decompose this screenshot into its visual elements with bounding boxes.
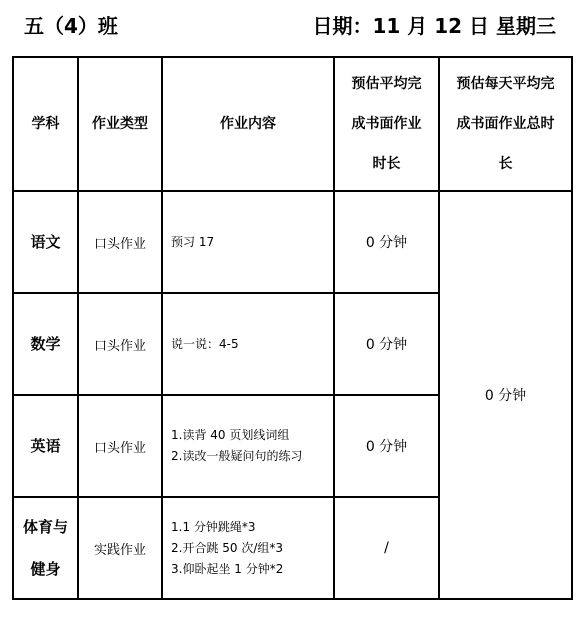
- header-avg-time: [334, 57, 439, 191]
- header-avg-time-line: 成书面作业: [351, 116, 422, 132]
- time-cell: 0 分钟: [334, 293, 439, 395]
- header-avg-time-line: 预估平均完: [351, 76, 422, 92]
- subject-cell: [13, 293, 78, 395]
- content-cell: [162, 191, 334, 293]
- content-cell: [162, 395, 334, 497]
- header-type: 作业类型: [78, 57, 162, 191]
- content-line: 3.仰卧起坐 1 分钟*2: [171, 561, 284, 576]
- type-cell: 实践作业: [78, 497, 162, 599]
- subject-label: 体育与: [22, 518, 68, 536]
- header-subject: 学科: [13, 57, 78, 191]
- class-title: 五（4）班: [24, 14, 118, 38]
- time-cell: /: [334, 497, 439, 599]
- content-cell: [162, 497, 334, 599]
- header-daily-total-line: 成书面作业总时: [456, 116, 555, 132]
- date-weekday: 日期：11 月 12 日 星期三: [312, 14, 556, 38]
- homework-table: [12, 56, 573, 600]
- subject-label: 语文: [30, 233, 61, 251]
- subject-label: 英语: [30, 437, 61, 455]
- subject-cell: [13, 395, 78, 497]
- header-daily-total-line: 长: [498, 156, 513, 172]
- header-daily-total: [439, 57, 572, 191]
- table-row: [13, 191, 572, 293]
- subject-cell: [13, 497, 78, 599]
- content-line: 2.开合跳 50 次/组*3: [171, 540, 284, 555]
- subject-label: 数学: [30, 335, 61, 353]
- content-line: 1.1 分钟跳绳*3: [171, 519, 256, 534]
- type-cell: 口头作业: [78, 293, 162, 395]
- content-line: 2.读改一般疑问句的练习: [171, 449, 303, 463]
- header-avg-time-line: 时长: [372, 156, 401, 172]
- time-cell: 0 分钟: [334, 395, 439, 497]
- daily-total-cell: 0 分钟: [439, 191, 572, 599]
- content-line: 1.读背 40 页划线词组: [171, 428, 290, 442]
- time-cell: 0 分钟: [334, 191, 439, 293]
- header-content: 作业内容: [162, 57, 334, 191]
- subject-label: 健身: [30, 560, 61, 578]
- content-cell: [162, 293, 334, 395]
- type-cell: 口头作业: [78, 395, 162, 497]
- table-header-row: [13, 57, 572, 191]
- content-line: 说一说：4-5: [171, 336, 239, 351]
- header-daily-total-line: 预估每天平均完: [456, 76, 555, 92]
- type-cell: 口头作业: [78, 191, 162, 293]
- subject-cell: [13, 191, 78, 293]
- content-line: 预习 17: [171, 234, 215, 249]
